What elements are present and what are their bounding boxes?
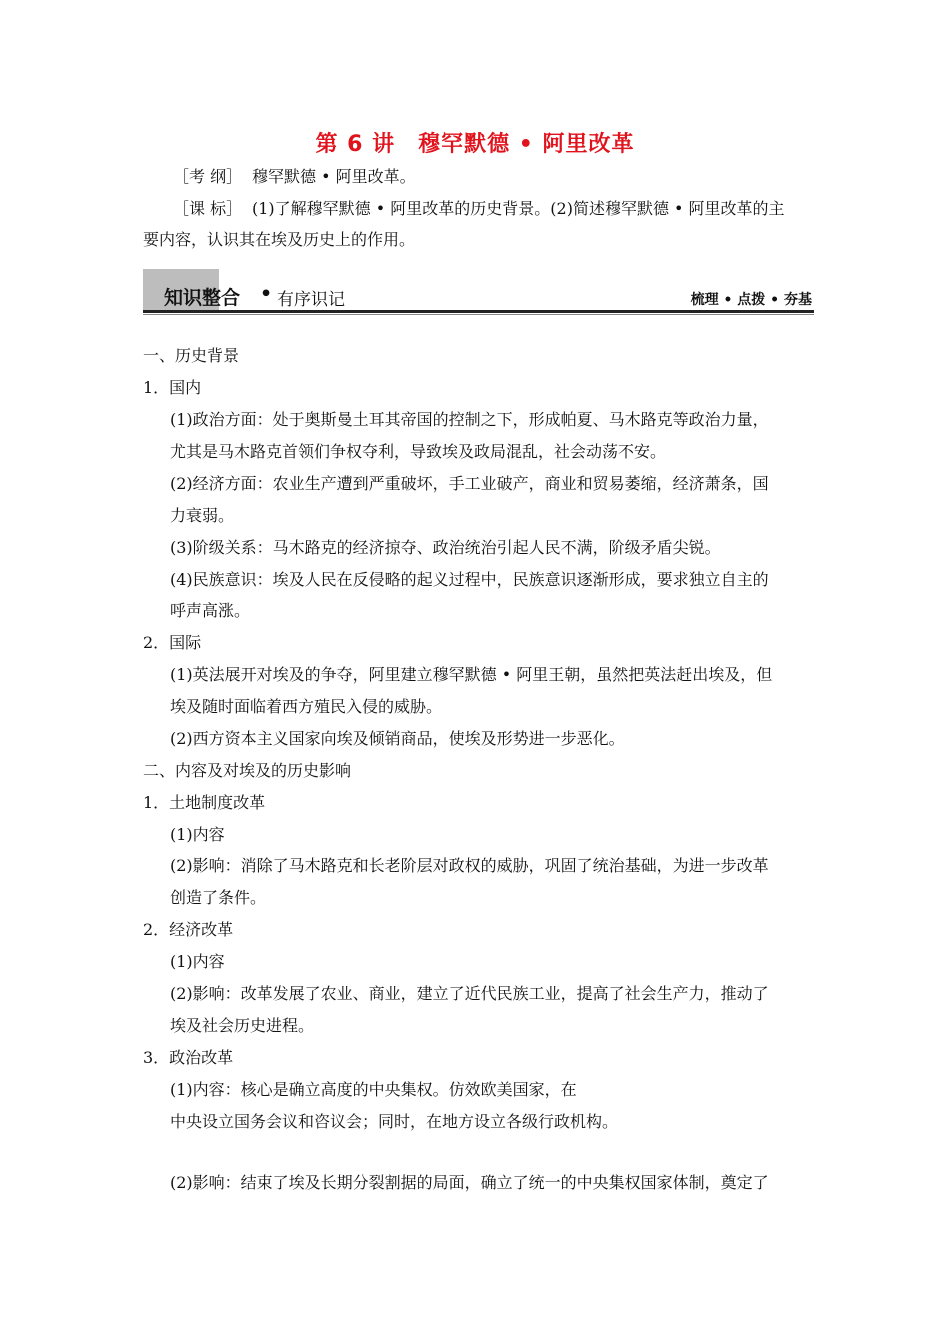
banner-right-tag: 梳理 • 点拨 • 夯基	[690, 292, 812, 308]
paragraph-line: 呼声高涨。	[170, 601, 251, 620]
paragraph-line: 中央设立国务会议和咨议会；同时，在地方设立各级行政机构。	[170, 1112, 619, 1131]
paragraph-line: (2)经济方面：农业生产遭到严重破坏，手工业破产，商业和贸易萎缩，经济萧条，国	[170, 474, 769, 493]
banner-rule-thin	[143, 314, 814, 315]
paragraph-line: (4)民族意识：埃及人民在反侵略的起义过程中，民族意识逐渐形成，要求独立自主的	[170, 570, 769, 589]
paragraph-line: (2)影响：结束了埃及长期分裂割据的局面，确立了统一的中央集权国家体制，奠定了	[170, 1173, 769, 1192]
banner-dot: •	[260, 283, 273, 305]
kebiao-label: ［课 标］	[173, 199, 243, 218]
paragraph-line: (2)影响：改革发展了农业、商业，建立了近代民族工业，提高了社会生产力，推动了	[170, 984, 769, 1003]
kaogang-label: ［考 纲］	[173, 167, 243, 186]
paragraph-line: (1)内容	[170, 825, 225, 844]
kebiao-line-1: (1)了解穆罕默德 • 阿里改革的历史背景。(2)简述穆罕默德 • 阿里改革的主	[252, 199, 785, 218]
subheading: 1．土地制度改革	[143, 793, 266, 812]
paragraph-line: (1)英法展开对埃及的争夺，阿里建立穆罕默德 • 阿里王朝，虽然把英法赶出埃及，但	[170, 665, 773, 684]
paragraph-line: 力衰弱。	[170, 506, 235, 525]
paragraph-line: (1)内容	[170, 952, 225, 971]
paragraph-line: 埃及社会历史进程。	[170, 1016, 315, 1035]
subheading: 2．国际	[143, 633, 202, 652]
banner-title: 知识整合	[164, 287, 241, 309]
paragraph-line: (2)西方资本主义国家向埃及倾销商品，使埃及形势进一步恶化。	[170, 729, 625, 748]
kaogang-text: 穆罕默德 • 阿里改革。	[252, 167, 416, 186]
section-heading: 一、历史背景	[143, 346, 240, 365]
subheading: 1．国内	[143, 378, 202, 397]
section-heading: 二、内容及对埃及的历史影响	[143, 761, 352, 780]
banner-rule	[143, 310, 814, 313]
paragraph-line: 创造了条件。	[170, 888, 267, 907]
section-banner	[143, 269, 814, 315]
page-title: 第 6 讲 穆罕默德 • 阿里改革	[315, 132, 635, 157]
paragraph-line: (1)政治方面：处于奥斯曼土耳其帝国的控制之下，形成帕夏、马木路克等政治力量，	[170, 410, 769, 429]
subheading: 2．经济改革	[143, 920, 234, 939]
paragraph-line: (1)内容：核心是确立高度的中央集权。仿效欧美国家，在	[170, 1080, 577, 1099]
paragraph-line: (2)影响：消除了马木路克和长老阶层对政权的威胁，巩固了统治基础，为进一步改革	[170, 856, 769, 875]
paragraph-line: 埃及随时面临着西方殖民入侵的威胁。	[170, 697, 443, 716]
subheading: 3．政治改革	[143, 1048, 234, 1067]
kebiao-line-2: 要内容，认识其在埃及历史上的作用。	[143, 230, 416, 249]
banner-subtitle: 有序识记	[277, 290, 345, 310]
paragraph-line: (3)阶级关系：马木路克的经济掠夺、政治统治引起人民不满，阶级矛盾尖锐。	[170, 538, 721, 557]
paragraph-line: 尤其是马木路克首领们争权夺利，导致埃及政局混乱，社会动荡不安。	[170, 442, 667, 461]
